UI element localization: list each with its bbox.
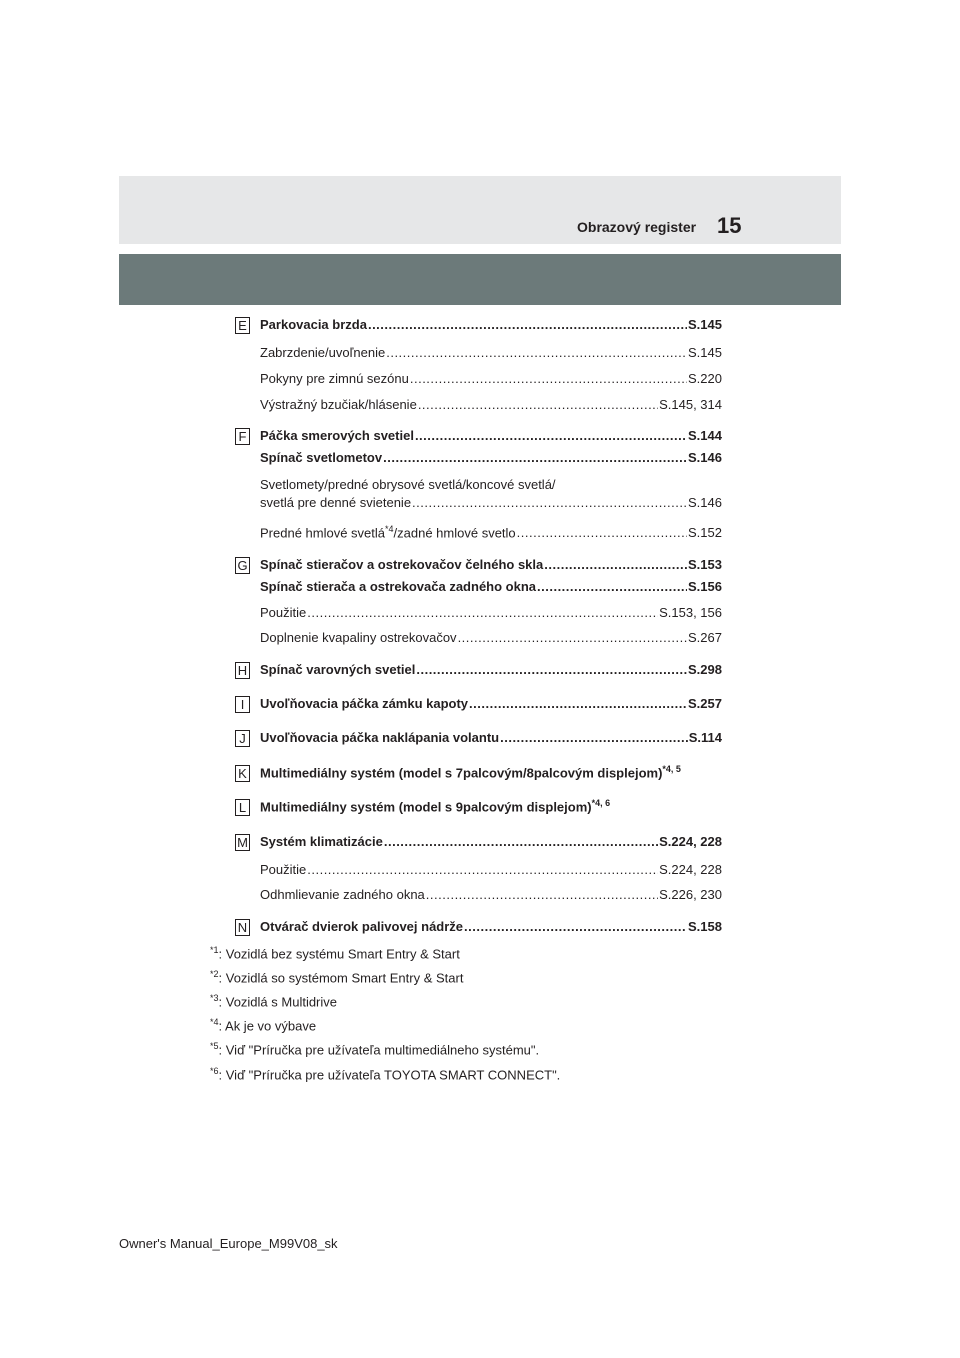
index-entry: Uvoľňovacia páčka naklápania volantu ..... S.114 <box>260 730 722 748</box>
page-number: 15 <box>717 213 742 238</box>
index-entry: Uvoľňovacia páčka zámku kapoty ..... S.257 <box>260 696 722 714</box>
section-badge-h: H <box>235 662 250 679</box>
index-entry: Zabrzdenie/uvoľnenie ..... S.145 <box>260 345 722 363</box>
footnote: $^{*3}$: Vozidlá s Multidrive <box>210 993 338 1010</box>
footnote: $^{*4}$: Ak je vo výbave <box>210 1017 317 1034</box>
index-entry: svetlá pre denné svietenie ..... S.146 <box>260 495 722 513</box>
page-title: Obrazový register <box>577 219 697 235</box>
index-entry-text: Multimediálny systém (model s 9palcovým displejom)$^{*4, 6}$ <box>260 798 611 815</box>
index-entry: Parkovacia brzda ..... S.145 <box>260 317 722 335</box>
section-badge-g: G <box>235 557 250 574</box>
footnote: $^{*2}$: Vozidlá so systémom Smart Entry & Start <box>210 969 464 986</box>
section-badge-j: J <box>235 730 250 747</box>
footnote: $^{*5}$: Viď "Príručka pre užívateľa multimediálneho systému". <box>210 1041 540 1058</box>
index-entry: Doplnenie kvapaliny ostrekovačov ..... S.267 <box>260 630 722 648</box>
footnote: $^{*1}$: Vozidlá bez systému Smart Entry & Start <box>210 945 460 962</box>
section-badge-f: F <box>235 428 250 445</box>
index-entry: Spínač stierača a ostrekovača zadného okna ..... S.156 <box>260 579 722 597</box>
section-badge-e: E <box>235 317 250 334</box>
index-entry: Použitie ..... S.153, 156 <box>260 605 722 623</box>
index-entry: Použitie ..... S.224, 228 <box>260 862 722 880</box>
index-entry: Spínač svetlometov ..... S.146 <box>260 450 722 468</box>
index-entry: Otvárač dvierok palivovej nádrže ..... S.158 <box>260 919 722 937</box>
index-entry: Spínač stieračov a ostrekovačov čelného skla ..... S.153 <box>260 557 722 575</box>
index-entry: Spínač varovných svetiel ..... S.298 <box>260 662 722 680</box>
footer-text: Owner's Manual_Europe_M99V08_sk <box>119 1236 338 1251</box>
index-entry: Systém klimatizácie ..... S.224, 228 <box>260 834 722 852</box>
header-bar <box>119 254 841 305</box>
index-entry-text: Multimediálny systém (model s 7palcovým/8palcovým displejom)$^{*4, 5}$ <box>260 764 681 781</box>
section-badge-n: N <box>235 919 250 936</box>
section-badge-i: I <box>235 696 250 713</box>
index-entry: Páčka smerových svetiel ..... S.144 <box>260 428 722 446</box>
index-entry: Pokyny pre zimnú sezónu ..... S.220 <box>260 371 722 389</box>
index-entry-text: Svetlomety/predné obrysové svetlá/koncové svetlá/ <box>260 477 556 492</box>
footnote: $^{*6}$: Viď "Príručka pre užívateľa TOYOTA SMART CONNECT". <box>210 1066 561 1083</box>
index-entry: Výstražný bzučiak/hlásenie ..... S.145, 314 <box>260 397 722 415</box>
section-badge-m: M <box>235 834 250 851</box>
section-badge-k: K <box>235 765 250 782</box>
index-entry: Predné hmlové svetlá$^{*4}$/zadné hmlové svetlo ..... S.152 <box>260 524 722 542</box>
index-entry: Odhmlievanie zadného okna ..... S.226, 230 <box>260 887 722 905</box>
section-badge-l: L <box>235 799 250 816</box>
